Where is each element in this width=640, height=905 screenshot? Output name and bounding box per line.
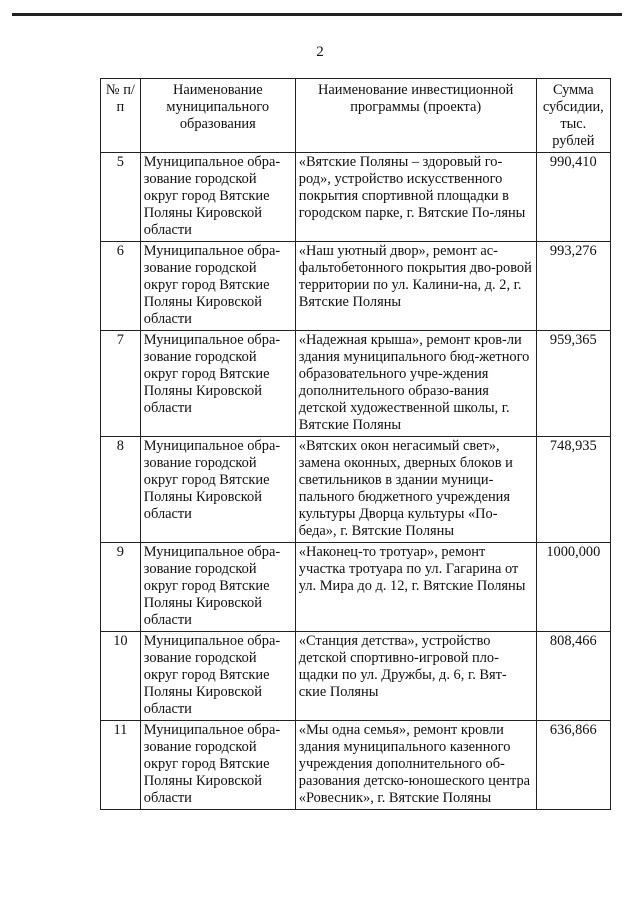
page-number: 2	[316, 44, 324, 60]
row-program: «Надежная крыша», ремонт кров-ли здания муниципального бюд-жетного образовательного учре-ждения дополнительного образо-вания детской художественной школы, г. Вятские Поляны	[295, 331, 536, 437]
row-num: 10	[101, 632, 141, 721]
header-program: Наименование инвестиционной программы (проекта)	[295, 79, 536, 153]
row-sum: 990,410	[536, 153, 610, 242]
row-num: 8	[101, 437, 141, 543]
row-sum: 959,365	[536, 331, 610, 437]
row-municipality: Муниципальное обра-зование городской округ город Вятские Поляны Кировской области	[140, 331, 295, 437]
row-num: 11	[101, 721, 141, 810]
row-municipality: Муниципальное обра-зование городской округ город Вятские Поляны Кировской области	[140, 437, 295, 543]
row-sum: 748,935	[536, 437, 610, 543]
row-program: «Вятских окон негасимый свет», замена оконных, дверных блоков и светильников в здании муници-пального бюджетного учреждения культуры Дворца культуры «По-беда», г. Вятские Поляны	[295, 437, 536, 543]
row-sum: 808,466	[536, 632, 610, 721]
row-num: 7	[101, 331, 141, 437]
row-sum: 993,276	[536, 242, 610, 331]
row-program: «Наконец-то тротуар», ремонт участка тротуара по ул. Гагарина от ул. Мира до д. 12, г. Вятские Поляны	[295, 543, 536, 632]
row-program: «Наш уютный двор», ремонт ас-фальтобетонного покрытия дво-ровой территории по ул. Калини-на, д. 2, г. Вятские Поляны	[295, 242, 536, 331]
row-sum: 636,866	[536, 721, 610, 810]
table-row	[101, 331, 611, 437]
table-row	[101, 721, 611, 810]
row-program: «Станция детства», устройство детской спортивно-игровой пло-щадки по ул. Дружбы, д. 6, г. Вят-ские Поляны	[295, 632, 536, 721]
row-program: «Мы одна семья», ремонт кровли здания муниципального казенного учреждения дополнительного об-разования детско-юношеского центра «Ровесник», г. Вятские Поляны	[295, 721, 536, 810]
header-num: № п/п	[101, 79, 141, 153]
top-rule	[12, 13, 622, 16]
table-row	[101, 242, 611, 331]
row-municipality: Муниципальное обра-зование городской округ город Вятские Поляны Кировской области	[140, 153, 295, 242]
row-municipality: Муниципальное обра-зование городской округ город Вятские Поляны Кировской области	[140, 721, 295, 810]
row-num: 9	[101, 543, 141, 632]
table-row	[101, 632, 611, 721]
header-municipality: Наименование муниципального образования	[140, 79, 295, 153]
row-sum: 1000,000	[536, 543, 610, 632]
row-num: 6	[101, 242, 141, 331]
table-row	[101, 437, 611, 543]
row-municipality: Муниципальное обра-зование городской округ город Вятские Поляны Кировской области	[140, 632, 295, 721]
subsidy-table	[100, 78, 611, 810]
row-municipality: Муниципальное обра-зование городской округ город Вятские Поляны Кировской области	[140, 242, 295, 331]
table-header-row	[101, 79, 611, 153]
table-row	[101, 153, 611, 242]
header-sum: Сумма субсидии, тыс. рублей	[536, 79, 610, 153]
row-program: «Вятские Поляны – здоровый го-род», устройство искусственного покрытия спортивной площадки в городском парке, г. Вятские По-ляны	[295, 153, 536, 242]
row-municipality: Муниципальное обра-зование городской округ город Вятские Поляны Кировской области	[140, 543, 295, 632]
row-num: 5	[101, 153, 141, 242]
table-row	[101, 543, 611, 632]
